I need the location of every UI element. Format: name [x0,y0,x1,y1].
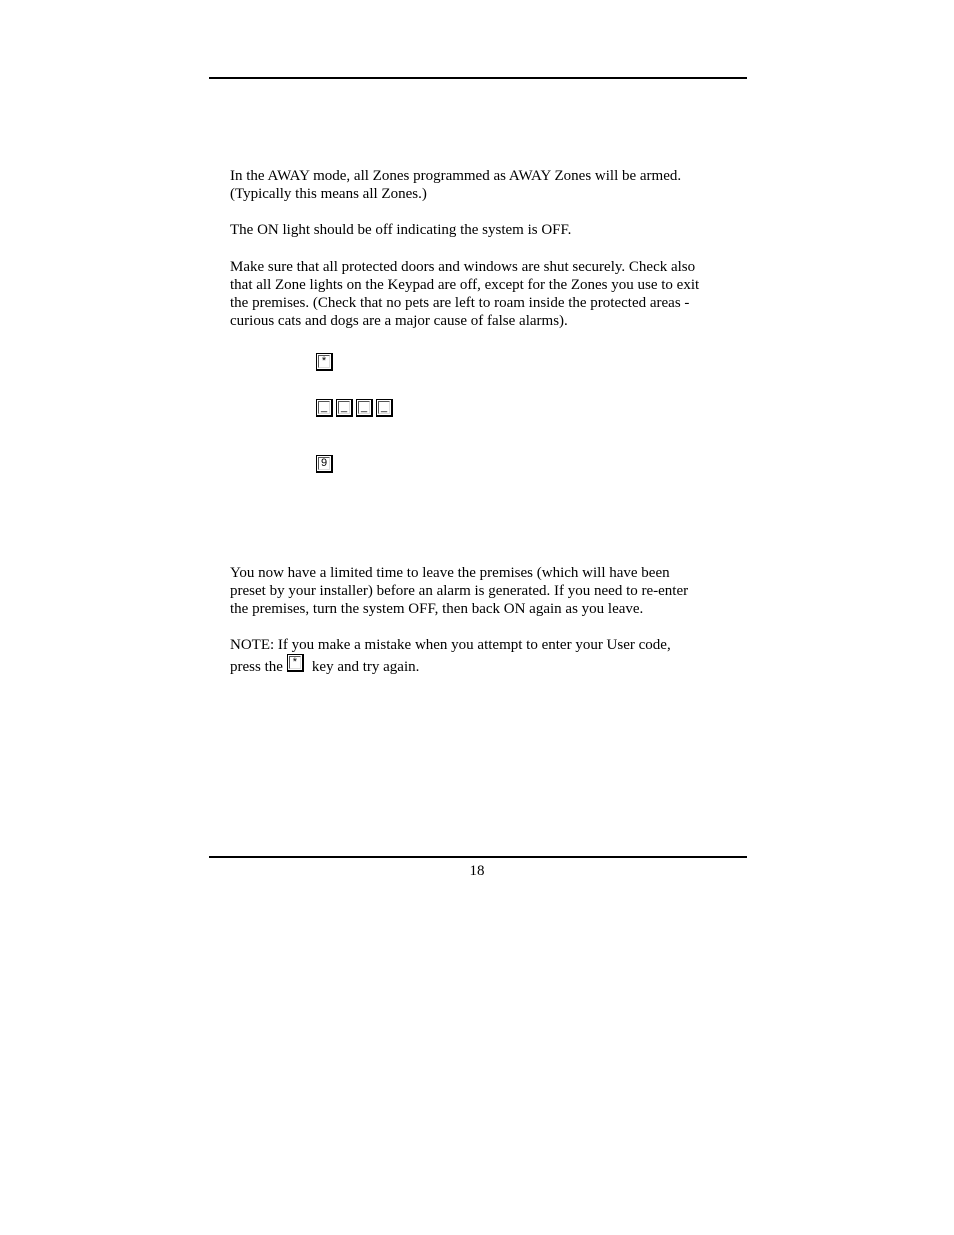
note-press-text: press the [230,659,283,675]
note-paragraph: NOTE: If you make a mistake when you attempt to enter your User code, [230,637,671,653]
footer-rule [209,856,747,858]
code-digit-key-icon: _ [356,399,373,417]
star-key-step [316,353,333,371]
note-try-again-text: key and try again. [311,659,420,675]
make-sure-paragraph: Make sure that all protected doors and windows are shut securely. Check also that all Zone lights on the Keypad are off, except for the Zones you use to exit the premises. (Check that no pets are left to roam inside the protected areas - curious cats and dogs are a major cause of false alarms). [230,259,700,329]
note-continuation [230,658,419,676]
user-code-step [316,399,393,417]
nine-key-step [316,455,333,473]
nine-key-icon: 9 [316,455,333,473]
header-rule [209,77,747,79]
away-mode-paragraph: In the AWAY mode, all Zones programmed as AWAY Zones will be armed. (Typically this means all Zones.) [230,168,682,202]
code-digit-key-icon: _ [376,399,393,417]
code-digit-key-icon: _ [336,399,353,417]
star-key-icon: * [287,654,304,672]
code-digit-key-icon: _ [316,399,333,417]
on-light-paragraph: The ON light should be off indicating the system is OFF. [230,222,572,238]
page-number: 18 [469,863,485,879]
limited-time-paragraph: You now have a limited time to leave the premises (which will have been preset by your installer) before an alarm is generated. If you need to re-enter the premises, turn the system OFF, then back ON again as you leave. [230,565,689,617]
star-key-icon: * [316,353,333,371]
